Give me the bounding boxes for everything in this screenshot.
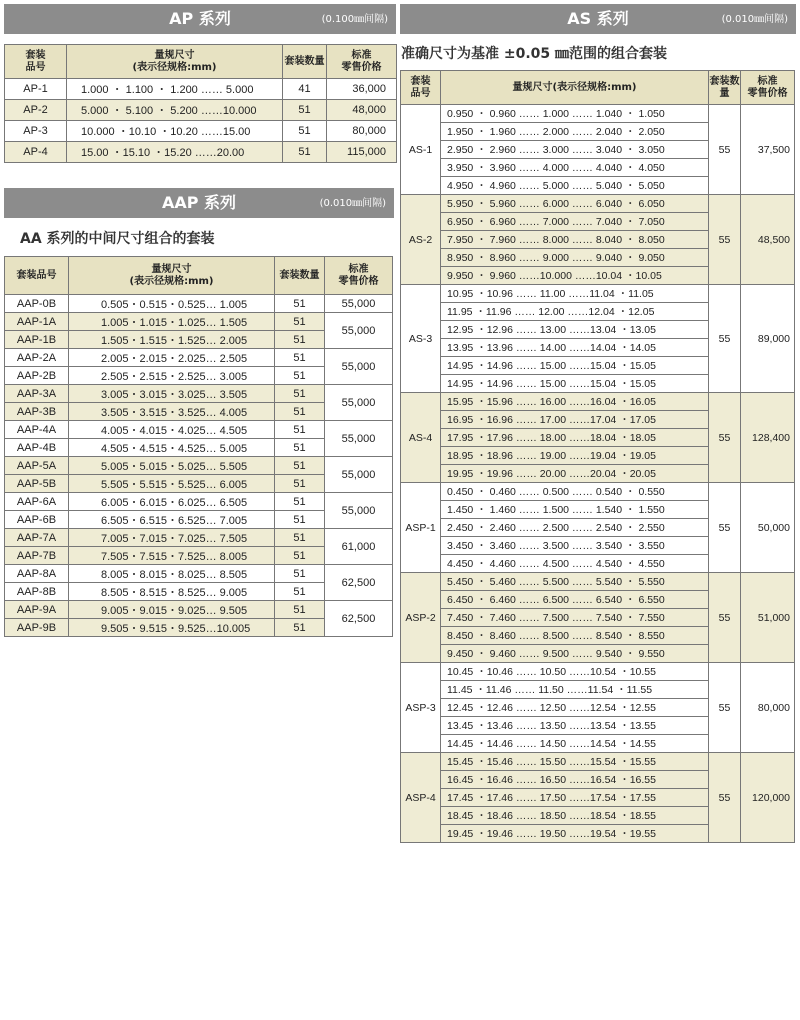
table-row [401, 105, 795, 123]
set-id-cell: AAP-6B [5, 511, 69, 529]
ap-banner [4, 4, 396, 34]
aap-header-cell: 量规尺寸 (表示径规格:mm) [69, 257, 275, 295]
count-cell: 51 [275, 349, 325, 367]
count-cell: 51 [275, 601, 325, 619]
aap-subtitle: AA 系列的中间尺寸组合的套装 [20, 231, 215, 247]
table-row [5, 79, 397, 100]
set-id-cell: ASP-4 [401, 753, 441, 843]
count-cell: 51 [275, 367, 325, 385]
size-cell: 1.950 ・ 1.960 …… 2.000 …… 2.040 ・ 2.050 [441, 123, 709, 141]
table-row [401, 393, 795, 411]
table-row [5, 349, 393, 367]
set-id-cell: AAP-7A [5, 529, 69, 547]
as-header-cell: 套装 品号 [401, 71, 441, 105]
table-row [5, 421, 393, 439]
table-row [5, 295, 393, 313]
size-cell: 15.95 ・15.96 …… 16.00 ……16.04 ・16.05 [441, 393, 709, 411]
table-row [401, 573, 795, 591]
price-cell: 48,000 [327, 100, 397, 121]
table-row [5, 313, 393, 331]
size-cell: 2.450 ・ 2.460 …… 2.500 …… 2.540 ・ 2.550 [441, 519, 709, 537]
set-id-cell: AAP-2A [5, 349, 69, 367]
set-id-cell: ASP-1 [401, 483, 441, 573]
size-cell: 0.950 ・ 0.960 …… 1.000 …… 1.040 ・ 1.050 [441, 105, 709, 123]
size-cell: 1.000 ・ 1.100 ・ 1.200 …… 5.000 [67, 79, 283, 100]
count-cell: 51 [283, 142, 327, 163]
set-id-cell: AAP-2B [5, 367, 69, 385]
set-id-cell: AAP-9B [5, 619, 69, 637]
size-cell: 13.95 ・13.96 …… 14.00 ……14.04 ・14.05 [441, 339, 709, 357]
ap-header-cell: 标准 零售价格 [327, 45, 397, 79]
set-id-cell: AAP-5B [5, 475, 69, 493]
count-cell: 51 [275, 331, 325, 349]
set-id-cell: AAP-1B [5, 331, 69, 349]
price-cell: 55,000 [325, 295, 393, 313]
size-cell: 7.450 ・ 7.460 …… 7.500 …… 7.540 ・ 7.550 [441, 609, 709, 627]
price-cell: 48,500 [741, 195, 795, 285]
size-cell: 9.950 ・ 9.960 ……10.000 ……10.04 ・10.05 [441, 267, 709, 285]
count-cell: 51 [275, 403, 325, 421]
size-cell: 9.005・9.015・9.025… 9.505 [69, 601, 275, 619]
set-id-cell: AAP-5A [5, 457, 69, 475]
set-id-cell: ASP-3 [401, 663, 441, 753]
as-table [400, 70, 795, 843]
size-cell: 6.505・6.515・6.525… 7.005 [69, 511, 275, 529]
aap-table [4, 256, 393, 637]
set-id-cell: AAP-3A [5, 385, 69, 403]
as-title: AS 系列 [567, 9, 629, 28]
count-cell: 51 [275, 511, 325, 529]
size-cell: 4.450 ・ 4.460 …… 4.500 …… 4.540 ・ 4.550 [441, 555, 709, 573]
table-row [5, 457, 393, 475]
set-id-cell: AAP-9A [5, 601, 69, 619]
price-cell: 115,000 [327, 142, 397, 163]
count-cell: 51 [283, 121, 327, 142]
size-cell: 17.45 ・17.46 …… 17.50 ……17.54 ・17.55 [441, 789, 709, 807]
table-row [5, 142, 397, 163]
ap-header-cell: 套装 品号 [5, 45, 67, 79]
size-cell: 5.505・5.515・5.525… 6.005 [69, 475, 275, 493]
count-cell: 55 [709, 195, 741, 285]
size-cell: 10.45 ・10.46 …… 10.50 ……10.54 ・10.55 [441, 663, 709, 681]
price-cell: 36,000 [327, 79, 397, 100]
size-cell: 3.950 ・ 3.960 …… 4.000 …… 4.040 ・ 4.050 [441, 159, 709, 177]
count-cell: 41 [283, 79, 327, 100]
price-cell: 80,000 [327, 121, 397, 142]
aap-header-cell: 套装数量 [275, 257, 325, 295]
set-id-cell: AAP-7B [5, 547, 69, 565]
size-cell: 14.45 ・14.46 …… 14.50 ……14.54 ・14.55 [441, 735, 709, 753]
size-cell: 5.005・5.015・5.025… 5.505 [69, 457, 275, 475]
set-id-cell: AP-2 [5, 100, 67, 121]
size-cell: 6.450 ・ 6.460 …… 6.500 …… 6.540 ・ 6.550 [441, 591, 709, 609]
size-cell: 19.45 ・19.46 …… 19.50 ……19.54 ・19.55 [441, 825, 709, 843]
as-header-cell: 量规尺寸(表示径规格:mm) [441, 71, 709, 105]
count-cell: 51 [275, 439, 325, 457]
count-cell: 55 [709, 753, 741, 843]
table-row [5, 385, 393, 403]
count-cell: 55 [709, 393, 741, 483]
table-row [401, 195, 795, 213]
price-cell: 55,000 [325, 421, 393, 457]
count-cell: 51 [275, 295, 325, 313]
size-cell: 2.005・2.015・2.025… 2.505 [69, 349, 275, 367]
size-cell: 18.45 ・18.46 …… 18.50 ……18.54 ・18.55 [441, 807, 709, 825]
as-header-cell: 套装数量 [709, 71, 741, 105]
size-cell: 18.95 ・18.96 …… 19.00 ……19.04 ・19.05 [441, 447, 709, 465]
ap-header-cell: 套装数量 [283, 45, 327, 79]
count-cell: 51 [275, 619, 325, 637]
set-id-cell: AS-4 [401, 393, 441, 483]
count-cell: 51 [275, 493, 325, 511]
price-cell: 55,000 [325, 385, 393, 421]
price-cell: 62,500 [325, 601, 393, 637]
set-id-cell: AP-4 [5, 142, 67, 163]
price-cell: 55,000 [325, 493, 393, 529]
count-cell: 55 [709, 105, 741, 195]
ap-table [4, 44, 397, 163]
set-id-cell: AAP-4B [5, 439, 69, 457]
size-cell: 8.505・8.515・8.525… 9.005 [69, 583, 275, 601]
ap-header-cell: 量规尺寸 (表示径规格:mm) [67, 45, 283, 79]
size-cell: 9.450 ・ 9.460 …… 9.500 …… 9.540 ・ 9.550 [441, 645, 709, 663]
table-row [5, 601, 393, 619]
size-cell: 13.45 ・13.46 …… 13.50 ……13.54 ・13.55 [441, 717, 709, 735]
as-header-cell: 标准 零售价格 [741, 71, 795, 105]
price-cell: 80,000 [741, 663, 795, 753]
count-cell: 51 [275, 421, 325, 439]
price-cell: 62,500 [325, 565, 393, 601]
count-cell: 51 [275, 457, 325, 475]
size-cell: 12.45 ・12.46 …… 12.50 ……12.54 ・12.55 [441, 699, 709, 717]
size-cell: 10.95 ・10.96 …… 11.00 ……11.04 ・11.05 [441, 285, 709, 303]
price-cell: 55,000 [325, 349, 393, 385]
set-id-cell: AAP-3B [5, 403, 69, 421]
size-cell: 5.000 ・ 5.100 ・ 5.200 ……10.000 [67, 100, 283, 121]
size-cell: 2.950 ・ 2.960 …… 3.000 …… 3.040 ・ 3.050 [441, 141, 709, 159]
size-cell: 11.45 ・11.46 …… 11.50 ……11.54 ・11.55 [441, 681, 709, 699]
size-cell: 8.950 ・ 8.960 …… 9.000 …… 9.040 ・ 9.050 [441, 249, 709, 267]
price-cell: 50,000 [741, 483, 795, 573]
table-row [5, 529, 393, 547]
count-cell: 51 [275, 475, 325, 493]
size-cell: 12.95 ・12.96 …… 13.00 ……13.04 ・13.05 [441, 321, 709, 339]
as-subtitle: 准确尺寸为基准 ±0.05 ㎜范围的组合套装 [401, 46, 668, 62]
size-cell: 3.005・3.015・3.025… 3.505 [69, 385, 275, 403]
count-cell: 51 [275, 583, 325, 601]
size-cell: 5.950 ・ 5.960 …… 6.000 …… 6.040 ・ 6.050 [441, 195, 709, 213]
price-cell: 120,000 [741, 753, 795, 843]
size-cell: 0.505・0.515・0.525… 1.005 [69, 295, 275, 313]
set-id-cell: AAP-6A [5, 493, 69, 511]
size-cell: 4.005・4.015・4.025… 4.505 [69, 421, 275, 439]
set-id-cell: AS-2 [401, 195, 441, 285]
size-cell: 15.45 ・15.46 …… 15.50 ……15.54 ・15.55 [441, 753, 709, 771]
price-cell: 128,400 [741, 393, 795, 483]
count-cell: 51 [275, 547, 325, 565]
table-row [5, 493, 393, 511]
size-cell: 10.000 ・10.10 ・10.20 ……15.00 [67, 121, 283, 142]
table-row [401, 285, 795, 303]
aap-header-cell: 套装品号 [5, 257, 69, 295]
size-cell: 16.95 ・16.96 …… 17.00 ……17.04 ・17.05 [441, 411, 709, 429]
price-cell: 55,000 [325, 313, 393, 349]
size-cell: 4.950 ・ 4.960 …… 5.000 …… 5.040 ・ 5.050 [441, 177, 709, 195]
size-cell: 7.505・7.515・7.525… 8.005 [69, 547, 275, 565]
size-cell: 8.005・8.015・8.025… 8.505 [69, 565, 275, 583]
ap-spacing: (0.100㎜间隔) [321, 14, 388, 25]
aap-banner [4, 188, 394, 218]
size-cell: 0.450 ・ 0.460 …… 0.500 …… 0.540 ・ 0.550 [441, 483, 709, 501]
price-cell: 89,000 [741, 285, 795, 393]
count-cell: 55 [709, 573, 741, 663]
aap-spacing: (0.010㎜间隔) [319, 198, 386, 209]
set-id-cell: AAP-0B [5, 295, 69, 313]
size-cell: 3.505・3.515・3.525… 4.005 [69, 403, 275, 421]
count-cell: 55 [709, 285, 741, 393]
count-cell: 55 [709, 483, 741, 573]
size-cell: 9.505・9.515・9.525…10.005 [69, 619, 275, 637]
count-cell: 51 [275, 565, 325, 583]
size-cell: 1.450 ・ 1.460 …… 1.500 …… 1.540 ・ 1.550 [441, 501, 709, 519]
as-banner [400, 4, 796, 34]
size-cell: 3.450 ・ 3.460 …… 3.500 …… 3.540 ・ 3.550 [441, 537, 709, 555]
set-id-cell: AAP-4A [5, 421, 69, 439]
price-cell: 61,000 [325, 529, 393, 565]
table-row [401, 753, 795, 771]
table-row [401, 663, 795, 681]
set-id-cell: ASP-2 [401, 573, 441, 663]
table-row [5, 100, 397, 121]
count-cell: 51 [275, 313, 325, 331]
set-id-cell: AP-1 [5, 79, 67, 100]
set-id-cell: AS-3 [401, 285, 441, 393]
size-cell: 14.95 ・14.96 …… 15.00 ……15.04 ・15.05 [441, 357, 709, 375]
size-cell: 7.005・7.015・7.025… 7.505 [69, 529, 275, 547]
size-cell: 6.005・6.015・6.025… 6.505 [69, 493, 275, 511]
table-row [5, 121, 397, 142]
size-cell: 4.505・4.515・4.525… 5.005 [69, 439, 275, 457]
size-cell: 1.505・1.515・1.525… 2.005 [69, 331, 275, 349]
size-cell: 7.950 ・ 7.960 …… 8.000 …… 8.040 ・ 8.050 [441, 231, 709, 249]
size-cell: 8.450 ・ 8.460 …… 8.500 …… 8.540 ・ 8.550 [441, 627, 709, 645]
size-cell: 1.005・1.015・1.025… 1.505 [69, 313, 275, 331]
size-cell: 5.450 ・ 5.460 …… 5.500 …… 5.540 ・ 5.550 [441, 573, 709, 591]
ap-title: AP 系列 [169, 9, 231, 28]
price-cell: 51,000 [741, 573, 795, 663]
set-id-cell: AAP-1A [5, 313, 69, 331]
size-cell: 6.950 ・ 6.960 …… 7.000 …… 7.040 ・ 7.050 [441, 213, 709, 231]
size-cell: 16.45 ・16.46 …… 16.50 ……16.54 ・16.55 [441, 771, 709, 789]
count-cell: 51 [275, 385, 325, 403]
aap-title: AAP 系列 [161, 193, 237, 212]
size-cell: 17.95 ・17.96 …… 18.00 ……18.04 ・18.05 [441, 429, 709, 447]
size-cell: 15.00 ・15.10 ・15.20 ……20.00 [67, 142, 283, 163]
set-id-cell: AAP-8A [5, 565, 69, 583]
size-cell: 11.95 ・11.96 …… 12.00 ……12.04 ・12.05 [441, 303, 709, 321]
size-cell: 14.95 ・14.96 …… 15.00 ……15.04 ・15.05 [441, 375, 709, 393]
table-row [5, 565, 393, 583]
price-cell: 37,500 [741, 105, 795, 195]
table-row [401, 483, 795, 501]
count-cell: 51 [275, 529, 325, 547]
size-cell: 19.95 ・19.96 …… 20.00 ……20.04 ・20.05 [441, 465, 709, 483]
set-id-cell: AAP-8B [5, 583, 69, 601]
aap-header-cell: 标准 零售价格 [325, 257, 393, 295]
set-id-cell: AS-1 [401, 105, 441, 195]
size-cell: 2.505・2.515・2.525… 3.005 [69, 367, 275, 385]
as-spacing: (0.010㎜间隔) [721, 14, 788, 25]
price-cell: 55,000 [325, 457, 393, 493]
count-cell: 55 [709, 663, 741, 753]
set-id-cell: AP-3 [5, 121, 67, 142]
count-cell: 51 [283, 100, 327, 121]
